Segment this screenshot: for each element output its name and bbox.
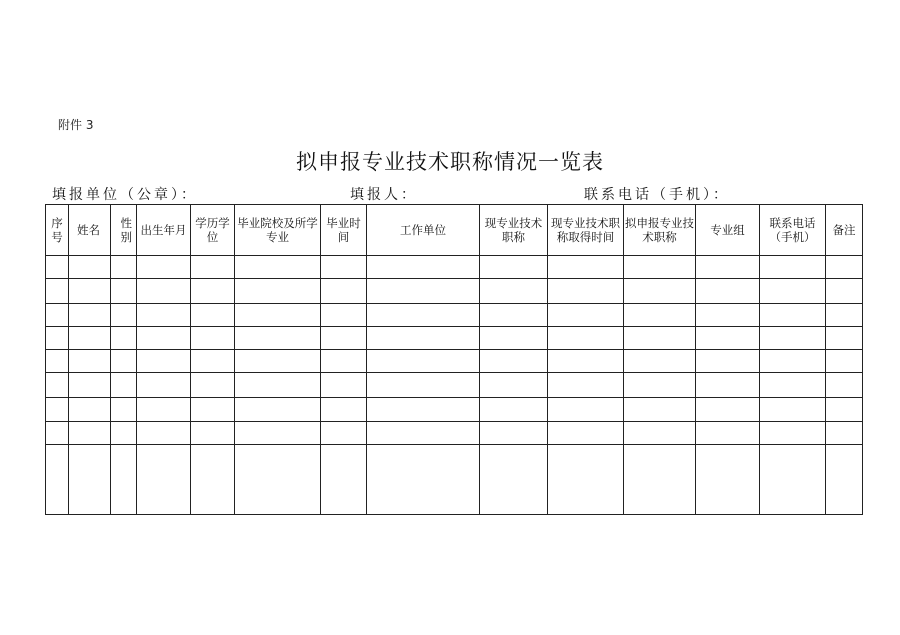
table-cell[interactable] [480,256,548,279]
table-cell[interactable] [69,398,111,422]
table-cell[interactable] [760,398,826,422]
table-cell[interactable] [696,256,760,279]
header-education: 学历学位 [191,205,235,256]
table-cell[interactable] [191,422,235,445]
table-cell[interactable] [46,279,69,304]
table-cell[interactable] [137,373,191,398]
table-cell[interactable] [548,279,624,304]
table-cell[interactable] [321,279,367,304]
table-cell[interactable] [46,350,69,373]
table-cell[interactable] [548,422,624,445]
table-cell[interactable] [235,327,321,350]
table-cell[interactable] [111,373,137,398]
table-cell[interactable] [624,373,696,398]
table-row [46,350,863,373]
table-cell[interactable] [46,422,69,445]
application-table [45,204,863,515]
table-cell[interactable] [367,256,480,279]
table-row [46,373,863,398]
table-cell[interactable] [111,304,137,327]
table-cell[interactable] [321,304,367,327]
table-row [46,445,863,515]
table-cell[interactable] [367,279,480,304]
table-cell[interactable] [46,398,69,422]
table-cell[interactable] [826,256,863,279]
table-cell[interactable] [826,327,863,350]
table-cell[interactable] [137,398,191,422]
table-row [46,398,863,422]
table-cell[interactable] [69,422,111,445]
table-cell[interactable] [480,398,548,422]
table-cell[interactable] [480,445,548,515]
table-row [46,422,863,445]
table-cell[interactable] [480,422,548,445]
table-cell[interactable] [367,445,480,515]
table-cell[interactable] [321,422,367,445]
table-cell[interactable] [367,398,480,422]
table-cell[interactable] [760,422,826,445]
table-cell[interactable] [548,304,624,327]
table-cell[interactable] [624,256,696,279]
header-proposed-title: 拟申报专业技术职称 [624,205,696,256]
table-cell[interactable] [191,398,235,422]
table-cell[interactable] [367,304,480,327]
table-cell[interactable] [760,373,826,398]
table-cell[interactable] [46,373,69,398]
table-cell[interactable] [235,398,321,422]
table-cell[interactable] [235,350,321,373]
table-cell[interactable] [548,445,624,515]
table-header-row [46,205,863,256]
table-cell[interactable] [548,398,624,422]
table-cell[interactable] [69,350,111,373]
table-cell[interactable] [624,304,696,327]
table-cell[interactable] [760,445,826,515]
table-cell[interactable] [480,279,548,304]
table-cell[interactable] [826,350,863,373]
header-name: 姓名 [69,205,111,256]
table-cell[interactable] [137,327,191,350]
table-cell[interactable] [69,373,111,398]
page-title: 拟申报专业技术职称情况一览表 [296,150,604,174]
table-cell[interactable] [111,422,137,445]
table-cell[interactable] [111,445,137,515]
table-cell[interactable] [696,373,760,398]
table-cell[interactable] [111,398,137,422]
table-cell[interactable] [46,445,69,515]
table-cell[interactable] [624,279,696,304]
table-cell[interactable] [696,327,760,350]
header-school-major: 毕业院校及所学专业 [235,205,321,256]
table-cell[interactable] [696,398,760,422]
table-cell[interactable] [46,256,69,279]
table-cell[interactable] [696,422,760,445]
table-cell[interactable] [69,445,111,515]
table-cell[interactable] [826,304,863,327]
table-cell[interactable] [235,279,321,304]
field-filling-unit: 填报单位（公章）： [52,187,198,203]
table-cell[interactable] [367,327,480,350]
table-cell[interactable] [191,327,235,350]
header-remarks: 备注 [826,205,863,256]
header-contact-phone: 联系电话（手机） [760,205,826,256]
field-contact-phone: 联系电话（手机）： [584,187,730,203]
table-cell[interactable] [696,279,760,304]
table-cell[interactable] [191,256,235,279]
table-cell[interactable] [69,279,111,304]
table-cell[interactable] [191,304,235,327]
table-cell[interactable] [760,279,826,304]
table-cell[interactable] [760,256,826,279]
table-cell[interactable] [321,445,367,515]
table-cell[interactable] [696,350,760,373]
table-row [46,279,863,304]
header-birth-date: 出生年月 [137,205,191,256]
header-title-obtained-time: 现专业技术职称取得时间 [548,205,624,256]
table-cell[interactable] [111,256,137,279]
header-professional-group: 专业组 [696,205,760,256]
table-row [46,327,863,350]
table-cell[interactable] [235,256,321,279]
table-cell[interactable] [760,327,826,350]
table-cell[interactable] [480,304,548,327]
table-cell[interactable] [235,304,321,327]
table-cell[interactable] [624,327,696,350]
table-body [46,256,863,515]
table-cell[interactable] [137,279,191,304]
table-cell[interactable] [480,350,548,373]
table-cell[interactable] [111,350,137,373]
table-cell[interactable] [137,350,191,373]
table-cell[interactable] [321,398,367,422]
table-cell[interactable] [69,327,111,350]
table-cell[interactable] [111,279,137,304]
header-current-title: 现专业技术职称 [480,205,548,256]
table-cell[interactable] [191,279,235,304]
table-cell[interactable] [367,350,480,373]
table-cell[interactable] [235,422,321,445]
table-cell[interactable] [69,304,111,327]
table-cell[interactable] [826,373,863,398]
table-cell[interactable] [191,445,235,515]
table-cell[interactable] [696,304,760,327]
header-serial-number: 序号 [46,205,69,256]
table-cell[interactable] [137,304,191,327]
table-cell[interactable] [826,445,863,515]
table-cell[interactable] [69,256,111,279]
table-cell[interactable] [235,445,321,515]
attachment-label: 附件 3 [58,118,94,132]
table-cell[interactable] [624,422,696,445]
table-cell[interactable] [826,398,863,422]
table-cell[interactable] [321,350,367,373]
table-cell[interactable] [321,327,367,350]
table-cell[interactable] [191,373,235,398]
table-cell[interactable] [760,304,826,327]
table-cell[interactable] [46,327,69,350]
table-cell[interactable] [480,373,548,398]
field-filler: 填报人： [350,187,418,203]
table-cell[interactable] [321,256,367,279]
table-cell[interactable] [548,327,624,350]
header-graduation-time: 毕业时间 [321,205,367,256]
table-cell[interactable] [191,350,235,373]
table-cell[interactable] [760,350,826,373]
header-work-unit: 工作单位 [367,205,480,256]
table-cell[interactable] [548,350,624,373]
table-cell[interactable] [137,256,191,279]
table-cell[interactable] [548,256,624,279]
table-cell[interactable] [367,422,480,445]
table-cell[interactable] [137,422,191,445]
table-cell[interactable] [480,327,548,350]
table-cell[interactable] [367,373,480,398]
table-cell[interactable] [46,304,69,327]
table-cell[interactable] [111,327,137,350]
table-cell[interactable] [696,445,760,515]
table-cell[interactable] [137,445,191,515]
table-cell[interactable] [321,373,367,398]
table-row [46,304,863,327]
header-gender: 性别 [111,205,137,256]
table-cell[interactable] [826,279,863,304]
table-cell[interactable] [235,373,321,398]
table-cell[interactable] [548,373,624,398]
table-cell[interactable] [624,445,696,515]
table-row [46,256,863,279]
table-cell[interactable] [826,422,863,445]
table-cell[interactable] [624,350,696,373]
table-cell[interactable] [624,398,696,422]
